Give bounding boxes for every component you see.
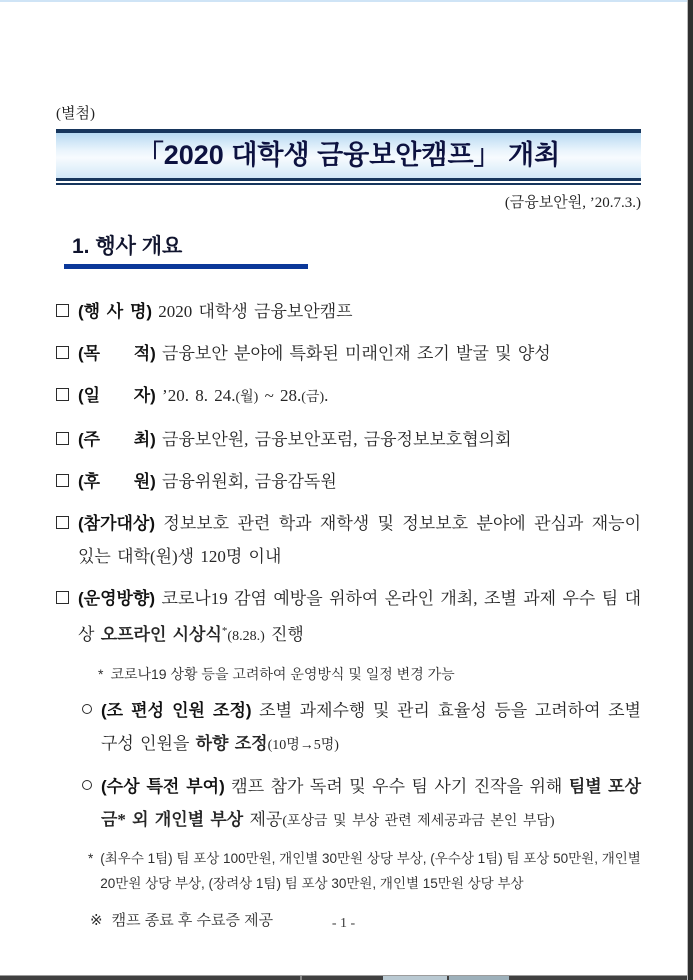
checkbox-bullet-icon bbox=[56, 388, 69, 401]
item-text-small: (포상금 및 부상 관련 제세공과금 본인 부담) bbox=[282, 814, 555, 829]
item-label: (행 사 명) bbox=[78, 302, 153, 321]
item-text-small: (10명→5명) bbox=[267, 738, 339, 753]
item-text-small: (월) bbox=[235, 390, 259, 405]
checkbox-bullet-icon bbox=[56, 474, 69, 487]
reference-text: 캠프 종료 후 수료증 제공 bbox=[111, 912, 274, 929]
item-text: 금융위원회, 금융감독원 bbox=[162, 472, 337, 491]
footnote-marker: * bbox=[98, 666, 104, 682]
footnote-marker: * bbox=[221, 625, 228, 637]
circle-bullet-icon bbox=[82, 780, 92, 790]
taskbar-segment bbox=[300, 976, 302, 980]
item-label: (조 편성 인원 조정) bbox=[101, 701, 252, 720]
item-label: (일 자) bbox=[78, 386, 156, 405]
taskbar-segment bbox=[449, 976, 509, 980]
item-text-bold: 팀별 포상금* 외 개인별 부상 bbox=[101, 777, 641, 829]
item-text: 진행 bbox=[264, 625, 304, 644]
footnote-text: (최우수 1팀) 팀 포상 100만원, 개인별 30만원 상당 부상, (우수상 1팀) 팀 포상 50만원, 개인별 20만원 상당 부상, (장려상 1팀) 팀 포상 30만원, 개인별 15만원 상당 부상 bbox=[100, 851, 641, 891]
item-text: ’20. 8. 24. bbox=[162, 386, 236, 405]
taskbar-segment bbox=[383, 976, 447, 980]
item-participants bbox=[56, 507, 641, 573]
item-text-bold: 오프라인 시상식 bbox=[100, 625, 222, 644]
reference-marker: ※ bbox=[90, 912, 103, 929]
title-banner bbox=[56, 129, 641, 181]
document-title: 「2020 대학생 금융보안캠프」 개최 bbox=[136, 140, 561, 170]
heading-rule bbox=[64, 264, 308, 269]
checkbox-bullet-icon bbox=[56, 516, 69, 529]
item-text: 제공 bbox=[243, 810, 283, 829]
item-date bbox=[56, 379, 641, 414]
subitem-team-size bbox=[56, 694, 641, 762]
item-label: (주 최) bbox=[78, 430, 156, 449]
item-label: (목 적) bbox=[78, 344, 156, 363]
item-label: (수상 특전 부여) bbox=[101, 777, 225, 796]
checkbox-bullet-icon bbox=[56, 591, 69, 604]
item-text: 캠프 참가 독려 및 우수 팀 사기 진작을 위해 bbox=[224, 777, 569, 796]
item-label: (후 원) bbox=[78, 472, 156, 491]
item-text: 코로나19 감염 예방을 위하여 온라인 개최, 조별 과제 우수 팀 대상 bbox=[78, 589, 641, 644]
item-list bbox=[56, 295, 641, 932]
checkbox-bullet-icon bbox=[56, 304, 69, 317]
window-bottom-edge bbox=[0, 975, 693, 980]
item-label: (운영방향) bbox=[78, 589, 156, 608]
item-text-small: (금) bbox=[301, 390, 325, 405]
item-event-name bbox=[56, 295, 641, 328]
item-text: 금융보안 분야에 특화된 미래인재 조기 발굴 및 양성 bbox=[162, 344, 551, 363]
attachment-note: (별첨) bbox=[56, 106, 95, 122]
window-right-edge bbox=[687, 0, 693, 980]
item-host bbox=[56, 423, 641, 456]
item-text: 금융보안원, 금융보안포럼, 금융정보보호협의회 bbox=[162, 430, 512, 449]
item-text: 정보보호 관련 학과 재학생 및 정보보호 분야에 관심과 재능이 있는 대학(원)생 120명 이내 bbox=[78, 514, 641, 566]
circle-bullet-icon bbox=[82, 704, 92, 714]
footnote-covid bbox=[98, 662, 641, 686]
item-text: ~ 28. bbox=[258, 386, 302, 405]
section-heading-block bbox=[56, 234, 641, 269]
checkbox-bullet-icon bbox=[56, 346, 69, 359]
item-text: 조별 과제수행 및 관리 효율성 등을 고려하여 조별 구성 인원을 bbox=[101, 701, 641, 753]
item-text: 2020 대학생 금융보안캠프 bbox=[158, 302, 353, 321]
section-heading: 1. 행사 개요 bbox=[72, 235, 183, 258]
subitem-awards bbox=[56, 770, 641, 838]
footnote-awards bbox=[88, 846, 641, 896]
footnote-text: 코로나19 상황 등을 고려하여 운영방식 및 일정 변경 가능 bbox=[110, 666, 455, 682]
item-text-small: (8.28.) bbox=[227, 629, 265, 644]
page-number: - 1 - bbox=[331, 916, 356, 931]
checkbox-bullet-icon bbox=[56, 432, 69, 445]
item-sponsor bbox=[56, 465, 641, 498]
item-operation bbox=[56, 582, 641, 653]
item-text-bold: 하향 조정 bbox=[195, 734, 268, 753]
source-line: (금융보안원, ’20.7.3.) bbox=[504, 195, 641, 211]
banner-underline bbox=[56, 183, 641, 185]
item-purpose bbox=[56, 337, 641, 370]
item-label: (참가대상) bbox=[78, 514, 156, 533]
item-text: . bbox=[324, 386, 329, 405]
footnote-marker: * bbox=[88, 851, 94, 866]
